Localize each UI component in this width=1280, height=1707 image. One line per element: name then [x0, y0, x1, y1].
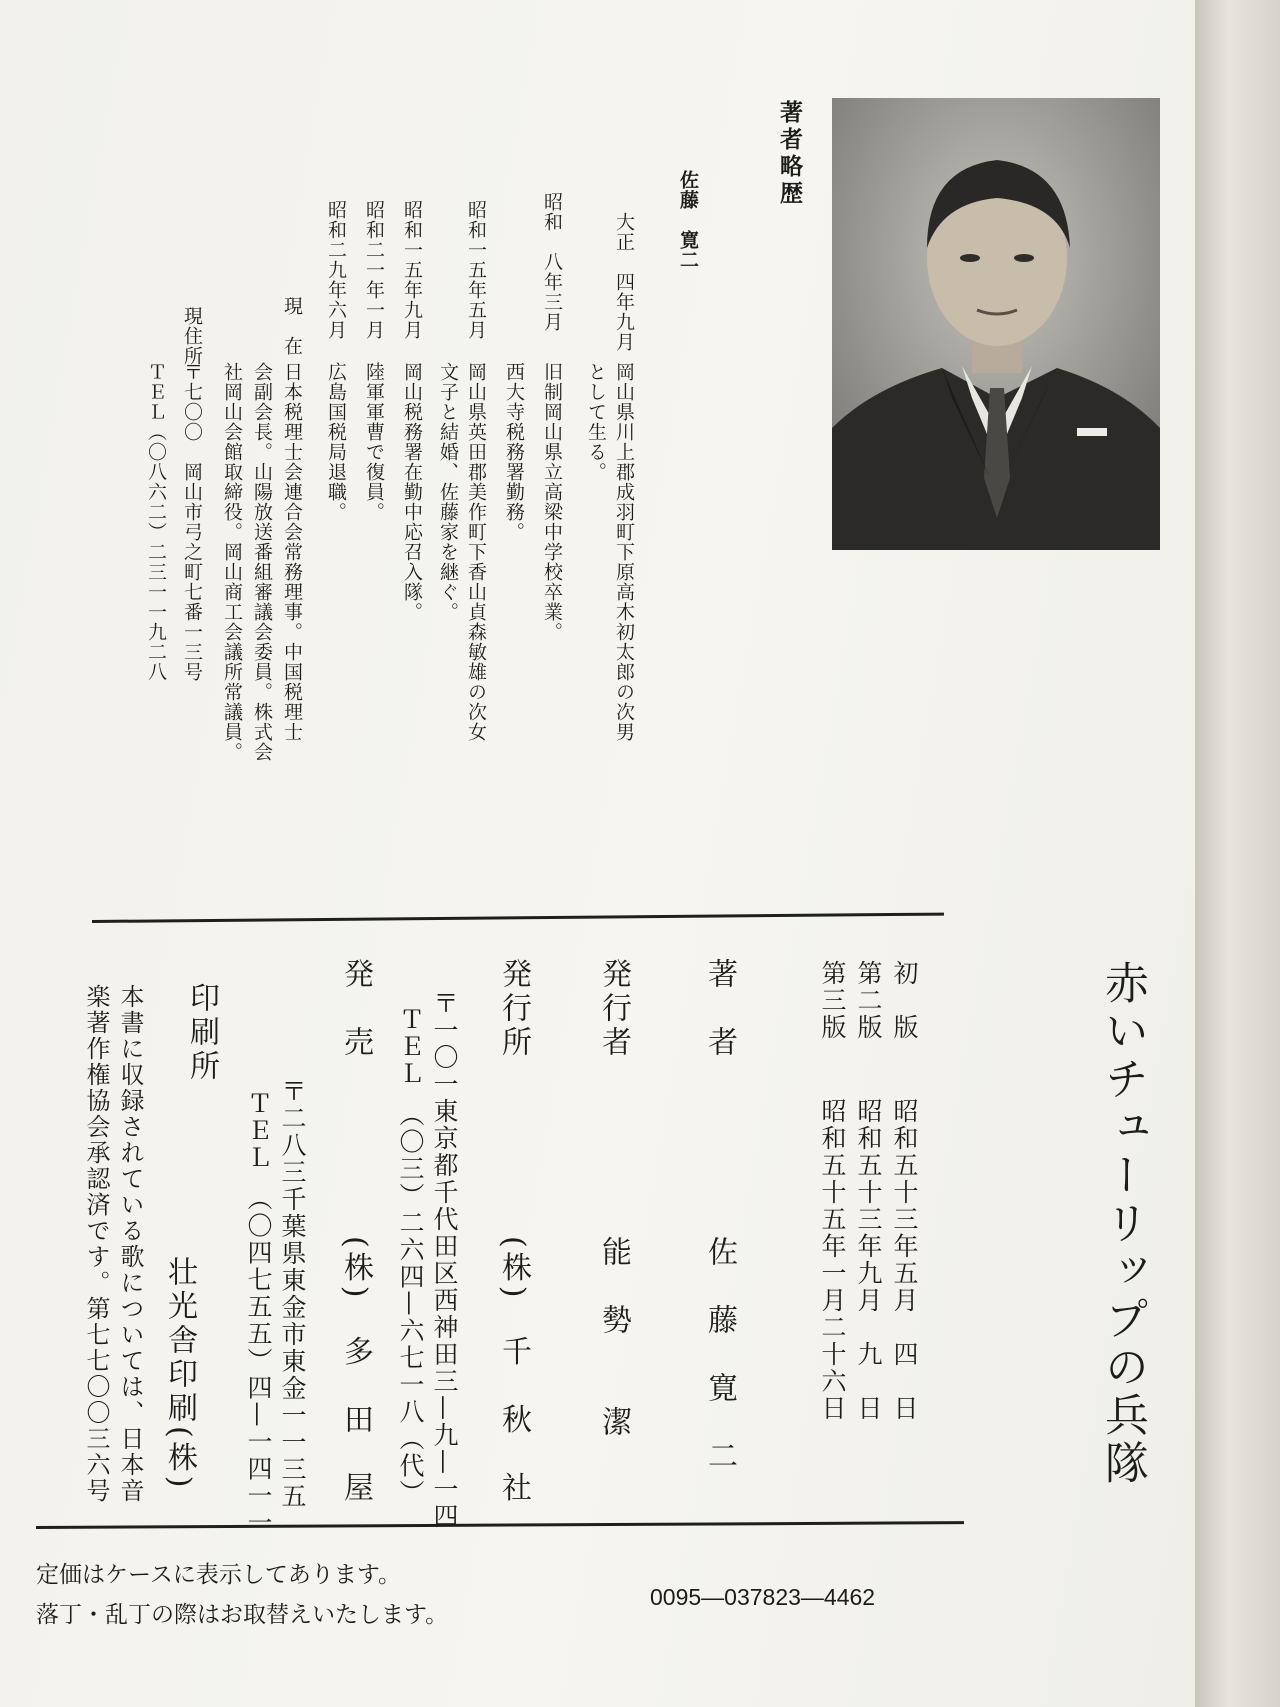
- bio-date: 現住所: [181, 306, 203, 366]
- bio-text: 広島国税局退職。: [325, 362, 347, 522]
- bio-date: 昭和二一年一月: [363, 200, 385, 340]
- bio-text: 西大寺税務署勤務。: [503, 362, 525, 542]
- edition-label: 第二版: [854, 960, 883, 1041]
- bio-heading: 著者略歴: [776, 100, 803, 208]
- publisher-label: 発行者: [596, 958, 631, 1060]
- author-label: 著 者: [702, 958, 737, 1060]
- bio-text: 社岡山会館取締役。岡山商工会議所常議員。: [221, 362, 243, 762]
- bio-text: 陸軍軍曹で復員。: [363, 362, 385, 522]
- bio-date: 昭和二九年六月: [325, 200, 347, 340]
- bio-date: 昭和一五年五月: [465, 200, 487, 340]
- edition-label: 第三版: [818, 960, 847, 1041]
- author-name: 佐藤 寛二: [677, 170, 699, 270]
- bio-text: 日本税理士会連合会常務理事。中国税理士: [281, 362, 303, 742]
- bio-text: 会副会長。山陽放送番組審議会委員。株式会: [251, 362, 273, 762]
- colophon-author: 佐 藤 寛 二: [702, 1236, 737, 1474]
- publishing-house-label: 発行所: [496, 958, 531, 1060]
- printer-label: 印刷所: [184, 982, 219, 1084]
- bio-date: 昭和 八年三月: [541, 192, 563, 332]
- publishing-house-tel: ＴＥＬ （〇三）二六四—六七一八（代）: [396, 1006, 425, 1507]
- bio-date: 昭和一五年九月: [401, 200, 423, 340]
- book-title: 赤いチューリップの兵隊: [1097, 960, 1148, 1488]
- printer-name: 壮光舎印刷(株): [162, 1256, 197, 1492]
- bio-text: 文子と結婚、佐藤家を継ぐ。: [437, 362, 459, 622]
- bio-text: 岡山税務署在勤中応召入隊。: [401, 362, 423, 622]
- bio-text: ＴＥＬ（〇八六二）二三一一九二八: [145, 362, 167, 682]
- bio-text: 岡山県川上郡成羽町下原高木初太郎の次男: [613, 362, 635, 742]
- bio-text: として生る。: [585, 362, 607, 482]
- book-spine: [1195, 0, 1280, 1707]
- bio-text: 岡山県英田郡美作町下香山貞森敏雄の次女: [465, 362, 487, 742]
- publishing-house-address: 〒一〇一東京都千代田区西神田三—九—一四: [430, 990, 459, 1530]
- publisher-name: 能 勢 潔: [596, 1236, 631, 1440]
- publishing-house-name: (株) 千 秋 社: [496, 1236, 531, 1506]
- upper-rule: [92, 913, 944, 923]
- author-photo: [832, 98, 1160, 550]
- copyright-notice-line: 本書に収録されている歌については、日本音: [116, 984, 144, 1504]
- distributor-address: 〒二八三千葉県東金市東金一一三五: [278, 1078, 307, 1510]
- edition-label: 初 版: [890, 960, 919, 1041]
- edition-date: 昭和五十三年五月 四 日: [890, 1098, 919, 1422]
- lower-rule: [36, 1521, 964, 1529]
- edition-date: 昭和五十五年一月二十六日: [818, 1098, 847, 1422]
- edition-date: 昭和五十三年九月 九 日: [854, 1098, 883, 1422]
- bio-date: 大正 四年九月: [613, 212, 635, 352]
- replacement-note: 落丁・乱丁の際はお取替えいたします。: [36, 1602, 449, 1628]
- price-note: 定価はケースに表示してあります。: [36, 1562, 402, 1588]
- bio-text: 〒七〇〇 岡山市弓之町七番一三号: [181, 362, 203, 682]
- copyright-notice-line: 楽著作権協会承認済です。第七七〇〇三六号: [82, 984, 110, 1504]
- distributor-tel: ＴＥＬ （〇四七五五）四—一四一一: [244, 1090, 273, 1537]
- distributor-label: 発 売: [338, 958, 373, 1060]
- distributor-name: (株) 多 田 屋: [338, 1236, 373, 1506]
- isbn-code: 0095—037823—4462: [650, 1584, 876, 1610]
- bio-text: 旧制岡山県立高梁中学校卒業。: [541, 362, 563, 642]
- bio-date: 現 在: [281, 296, 303, 356]
